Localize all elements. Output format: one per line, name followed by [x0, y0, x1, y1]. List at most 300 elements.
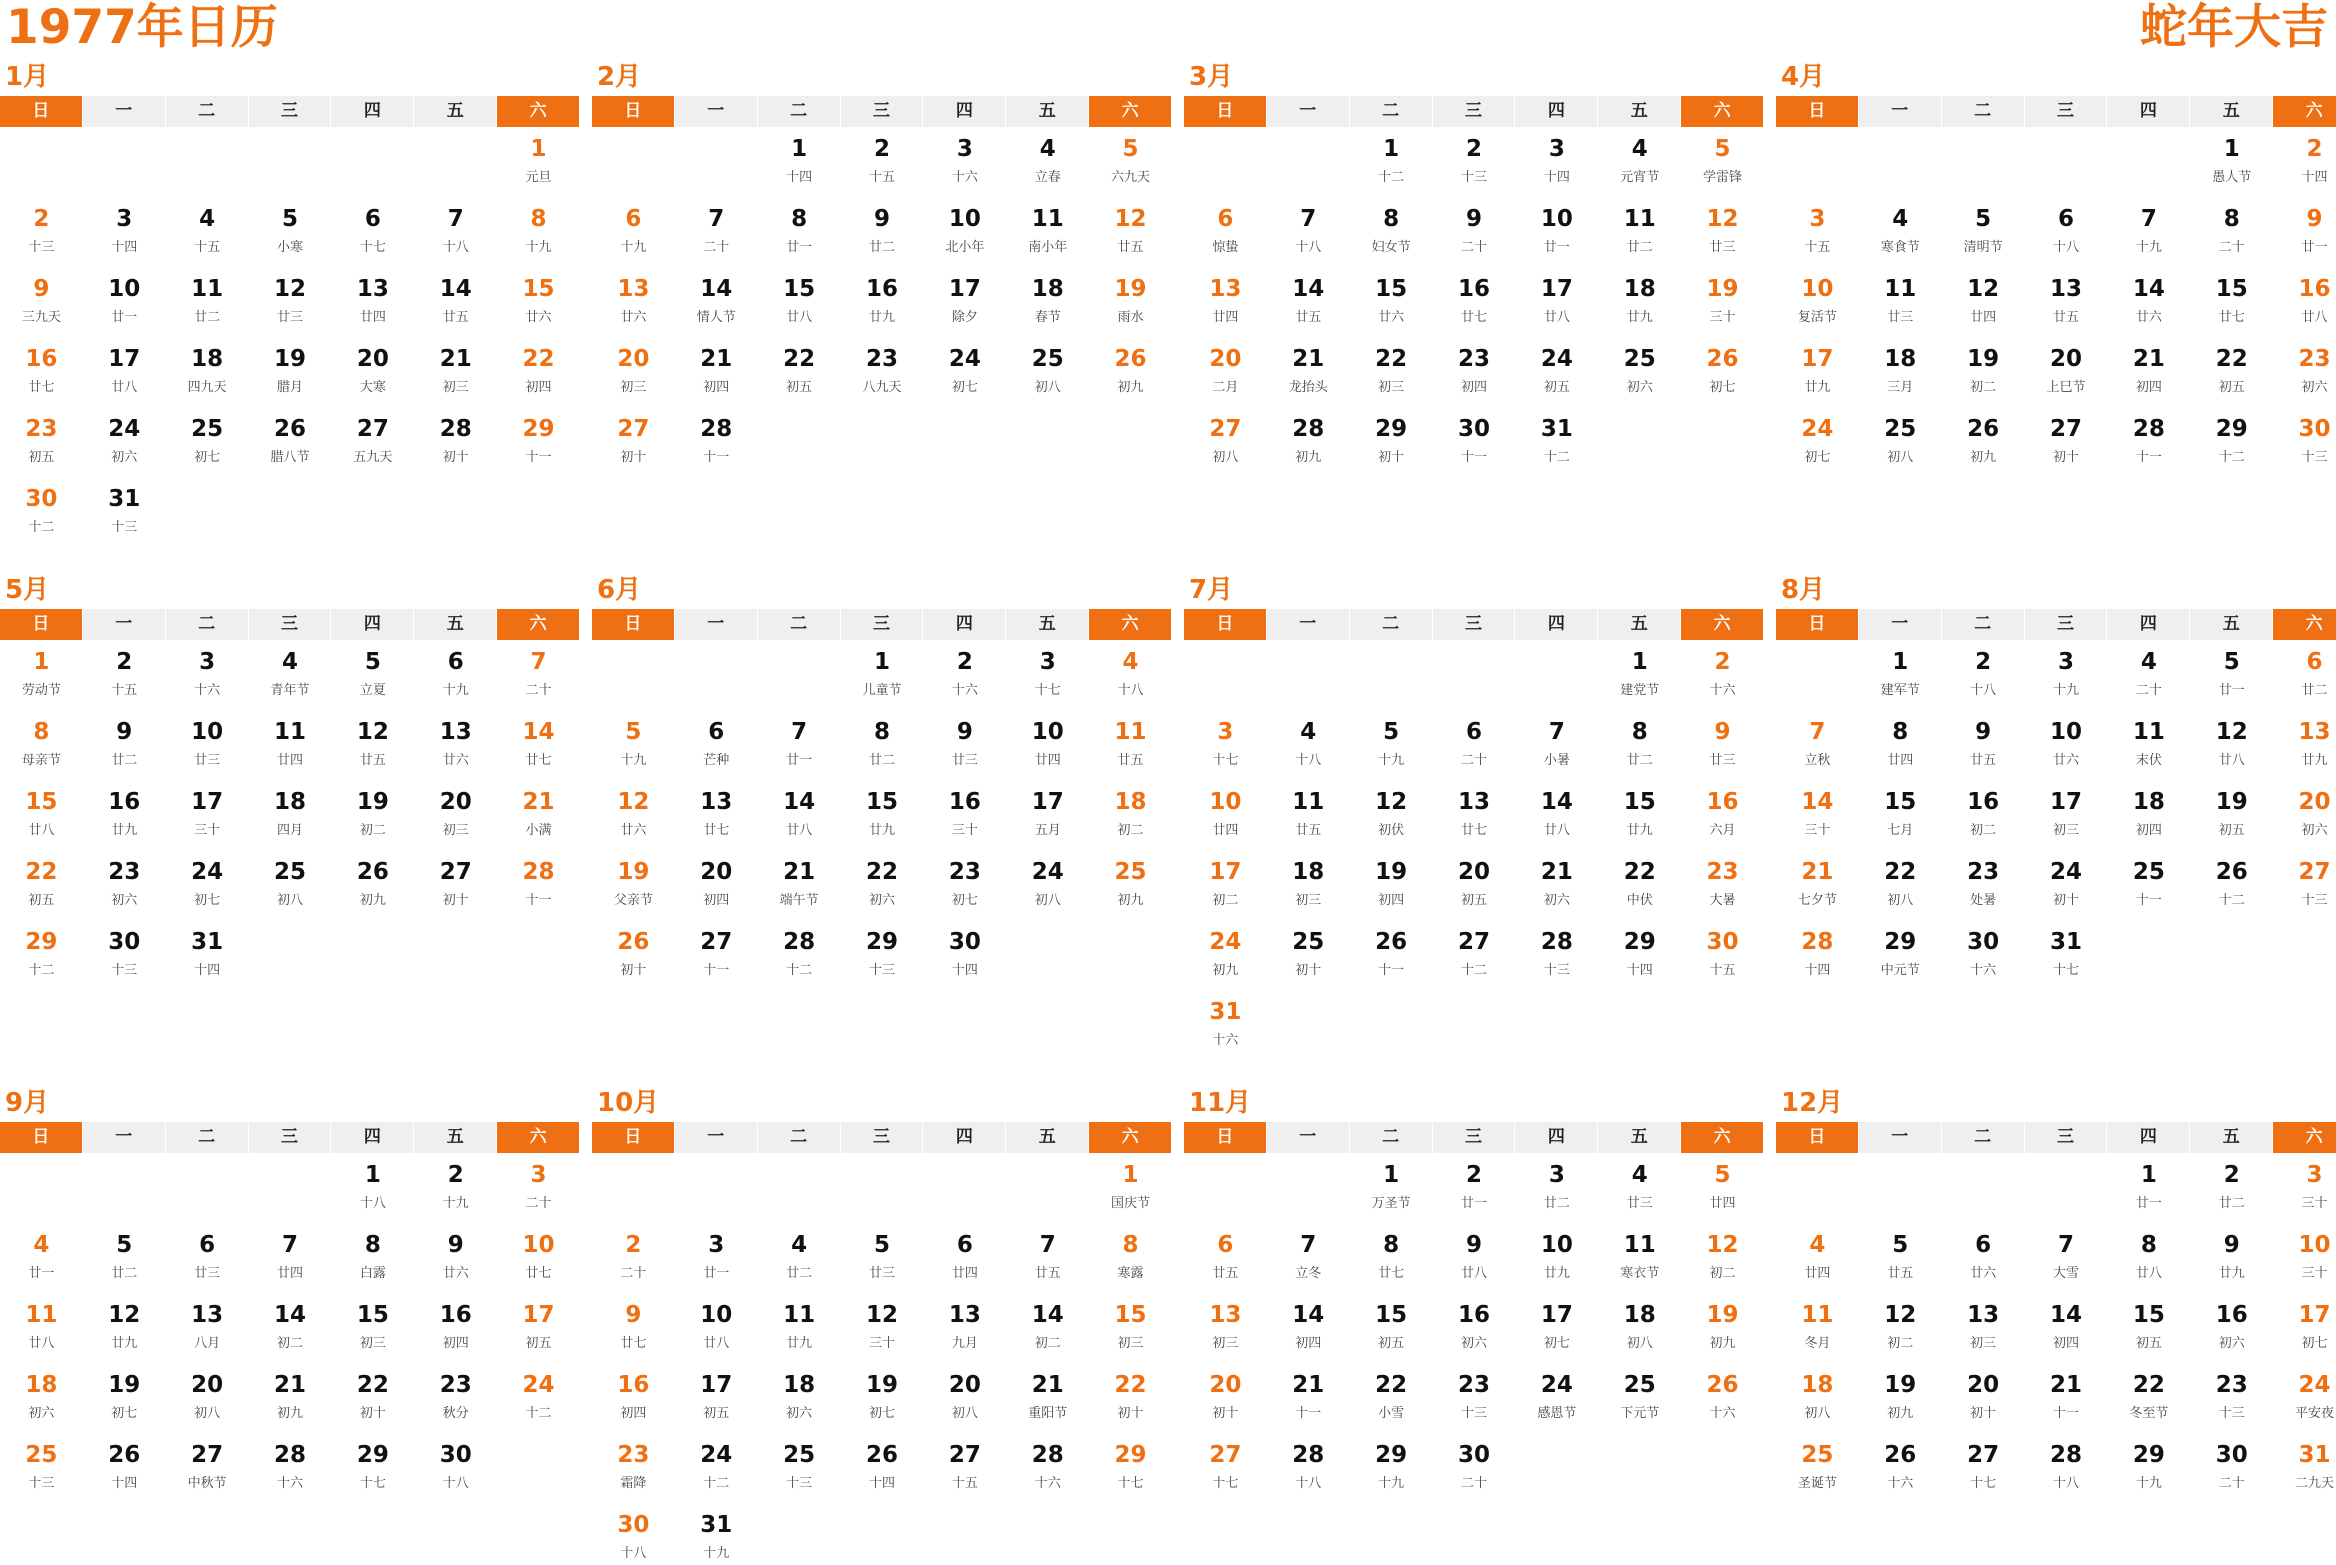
day-cell[interactable]: [1350, 127, 1433, 197]
day-cell[interactable]: [1089, 640, 1172, 710]
day-cell[interactable]: [1006, 337, 1089, 407]
day-cell[interactable]: [758, 710, 841, 780]
day-cell[interactable]: [1184, 197, 1267, 267]
day-cell[interactable]: [923, 1433, 1006, 1503]
day-cell[interactable]: [923, 337, 1006, 407]
day-cell[interactable]: [414, 337, 497, 407]
day-cell[interactable]: [592, 337, 675, 407]
day-cell[interactable]: [2273, 407, 2336, 477]
day-cell[interactable]: [83, 640, 166, 710]
day-cell[interactable]: [1089, 267, 1172, 337]
day-cell[interactable]: [1350, 920, 1433, 990]
day-cell[interactable]: [1776, 337, 1859, 407]
day-cell[interactable]: [166, 710, 249, 780]
day-cell[interactable]: [923, 1223, 1006, 1293]
day-cell[interactable]: [0, 1363, 83, 1433]
day-cell[interactable]: [83, 477, 166, 547]
day-cell[interactable]: [758, 780, 841, 850]
day-cell[interactable]: [1859, 1363, 1942, 1433]
day-cell[interactable]: [1350, 1153, 1433, 1223]
day-cell[interactable]: [166, 407, 249, 477]
day-cell[interactable]: [2190, 337, 2273, 407]
day-cell[interactable]: [497, 197, 580, 267]
day-cell[interactable]: [2025, 1293, 2108, 1363]
day-cell[interactable]: [1515, 1153, 1598, 1223]
day-cell[interactable]: [592, 267, 675, 337]
day-cell[interactable]: [249, 197, 332, 267]
day-cell[interactable]: [1942, 1363, 2025, 1433]
day-cell[interactable]: [166, 1223, 249, 1293]
day-cell[interactable]: [1942, 920, 2025, 990]
day-cell[interactable]: [675, 1223, 758, 1293]
day-cell[interactable]: [2025, 780, 2108, 850]
day-cell[interactable]: [1350, 337, 1433, 407]
day-cell[interactable]: [758, 267, 841, 337]
day-cell[interactable]: [414, 710, 497, 780]
day-cell[interactable]: [249, 1293, 332, 1363]
day-cell[interactable]: [1267, 920, 1350, 990]
day-cell[interactable]: [758, 1293, 841, 1363]
day-cell[interactable]: [166, 640, 249, 710]
day-cell[interactable]: [2025, 850, 2108, 920]
day-cell[interactable]: [1350, 710, 1433, 780]
day-cell[interactable]: [0, 267, 83, 337]
day-cell[interactable]: [1267, 850, 1350, 920]
day-cell[interactable]: [83, 920, 166, 990]
day-cell[interactable]: [1089, 780, 1172, 850]
day-cell[interactable]: [0, 337, 83, 407]
day-cell[interactable]: [1006, 1223, 1089, 1293]
day-cell[interactable]: [923, 780, 1006, 850]
day-cell[interactable]: [675, 920, 758, 990]
day-cell[interactable]: [1515, 337, 1598, 407]
day-cell[interactable]: [2025, 267, 2108, 337]
day-cell[interactable]: [1598, 1153, 1681, 1223]
day-cell[interactable]: [675, 1433, 758, 1503]
day-cell[interactable]: [2190, 1433, 2273, 1503]
day-cell[interactable]: [249, 1433, 332, 1503]
day-cell[interactable]: [2273, 197, 2336, 267]
day-cell[interactable]: [2190, 197, 2273, 267]
day-cell[interactable]: [249, 710, 332, 780]
day-cell[interactable]: [1681, 780, 1764, 850]
day-cell[interactable]: [331, 1153, 414, 1223]
day-cell[interactable]: [1006, 127, 1089, 197]
day-cell[interactable]: [1681, 1223, 1764, 1293]
day-cell[interactable]: [1433, 780, 1516, 850]
day-cell[interactable]: [1350, 780, 1433, 850]
day-cell[interactable]: [1515, 710, 1598, 780]
day-cell[interactable]: [1942, 850, 2025, 920]
day-cell[interactable]: [592, 920, 675, 990]
day-cell[interactable]: [497, 1293, 580, 1363]
day-cell[interactable]: [1006, 640, 1089, 710]
day-cell[interactable]: [1433, 920, 1516, 990]
day-cell[interactable]: [675, 407, 758, 477]
day-cell[interactable]: [758, 127, 841, 197]
day-cell[interactable]: [1433, 1153, 1516, 1223]
day-cell[interactable]: [2025, 1433, 2108, 1503]
day-cell[interactable]: [2107, 710, 2190, 780]
day-cell[interactable]: [1433, 337, 1516, 407]
day-cell[interactable]: [923, 710, 1006, 780]
day-cell[interactable]: [2025, 1223, 2108, 1293]
day-cell[interactable]: [331, 640, 414, 710]
day-cell[interactable]: [1598, 1363, 1681, 1433]
day-cell[interactable]: [83, 267, 166, 337]
day-cell[interactable]: [497, 407, 580, 477]
day-cell[interactable]: [1006, 197, 1089, 267]
day-cell[interactable]: [414, 780, 497, 850]
day-cell[interactable]: [331, 1223, 414, 1293]
day-cell[interactable]: [414, 1153, 497, 1223]
day-cell[interactable]: [675, 850, 758, 920]
day-cell[interactable]: [1598, 920, 1681, 990]
day-cell[interactable]: [1515, 920, 1598, 990]
day-cell[interactable]: [497, 267, 580, 337]
day-cell[interactable]: [2025, 920, 2108, 990]
day-cell[interactable]: [592, 710, 675, 780]
day-cell[interactable]: [1598, 850, 1681, 920]
day-cell[interactable]: [1515, 127, 1598, 197]
day-cell[interactable]: [83, 780, 166, 850]
day-cell[interactable]: [2107, 197, 2190, 267]
day-cell[interactable]: [1006, 850, 1089, 920]
day-cell[interactable]: [841, 1293, 924, 1363]
day-cell[interactable]: [331, 407, 414, 477]
day-cell[interactable]: [2025, 640, 2108, 710]
day-cell[interactable]: [249, 1223, 332, 1293]
day-cell[interactable]: [675, 710, 758, 780]
day-cell[interactable]: [1776, 267, 1859, 337]
day-cell[interactable]: [1433, 1223, 1516, 1293]
day-cell[interactable]: [0, 477, 83, 547]
day-cell[interactable]: [2190, 127, 2273, 197]
day-cell[interactable]: [1598, 197, 1681, 267]
day-cell[interactable]: [0, 850, 83, 920]
day-cell[interactable]: [249, 1363, 332, 1433]
day-cell[interactable]: [1350, 1433, 1433, 1503]
day-cell[interactable]: [2107, 1223, 2190, 1293]
day-cell[interactable]: [2190, 267, 2273, 337]
day-cell[interactable]: [1433, 267, 1516, 337]
day-cell[interactable]: [0, 1223, 83, 1293]
day-cell[interactable]: [675, 267, 758, 337]
day-cell[interactable]: [166, 267, 249, 337]
day-cell[interactable]: [1184, 780, 1267, 850]
day-cell[interactable]: [923, 197, 1006, 267]
day-cell[interactable]: [1776, 850, 1859, 920]
day-cell[interactable]: [1859, 780, 1942, 850]
day-cell[interactable]: [1598, 640, 1681, 710]
day-cell[interactable]: [1776, 407, 1859, 477]
day-cell[interactable]: [841, 920, 924, 990]
day-cell[interactable]: [1006, 710, 1089, 780]
day-cell[interactable]: [166, 337, 249, 407]
day-cell[interactable]: [841, 640, 924, 710]
day-cell[interactable]: [2025, 1363, 2108, 1433]
day-cell[interactable]: [414, 407, 497, 477]
day-cell[interactable]: [1433, 127, 1516, 197]
day-cell[interactable]: [758, 1433, 841, 1503]
day-cell[interactable]: [592, 1223, 675, 1293]
day-cell[interactable]: [2190, 1153, 2273, 1223]
day-cell[interactable]: [758, 337, 841, 407]
day-cell[interactable]: [2190, 640, 2273, 710]
day-cell[interactable]: [2107, 850, 2190, 920]
day-cell[interactable]: [1776, 1363, 1859, 1433]
day-cell[interactable]: [414, 1293, 497, 1363]
day-cell[interactable]: [1433, 1293, 1516, 1363]
day-cell[interactable]: [923, 850, 1006, 920]
day-cell[interactable]: [497, 337, 580, 407]
day-cell[interactable]: [1681, 1153, 1764, 1223]
day-cell[interactable]: [83, 1223, 166, 1293]
day-cell[interactable]: [592, 780, 675, 850]
day-cell[interactable]: [675, 1503, 758, 1565]
day-cell[interactable]: [2190, 407, 2273, 477]
day-cell[interactable]: [1598, 267, 1681, 337]
day-cell[interactable]: [1184, 850, 1267, 920]
day-cell[interactable]: [1681, 640, 1764, 710]
day-cell[interactable]: [249, 640, 332, 710]
day-cell[interactable]: [592, 407, 675, 477]
day-cell[interactable]: [1942, 710, 2025, 780]
day-cell[interactable]: [1859, 267, 1942, 337]
day-cell[interactable]: [166, 780, 249, 850]
day-cell[interactable]: [331, 850, 414, 920]
day-cell[interactable]: [1776, 920, 1859, 990]
day-cell[interactable]: [1089, 710, 1172, 780]
day-cell[interactable]: [249, 267, 332, 337]
day-cell[interactable]: [2107, 780, 2190, 850]
day-cell[interactable]: [758, 1363, 841, 1433]
day-cell[interactable]: [497, 640, 580, 710]
day-cell[interactable]: [166, 1433, 249, 1503]
day-cell[interactable]: [497, 127, 580, 197]
day-cell[interactable]: [2190, 710, 2273, 780]
day-cell[interactable]: [841, 1363, 924, 1433]
day-cell[interactable]: [1184, 1293, 1267, 1363]
day-cell[interactable]: [1433, 1363, 1516, 1433]
day-cell[interactable]: [1942, 1293, 2025, 1363]
day-cell[interactable]: [2273, 710, 2336, 780]
day-cell[interactable]: [1350, 267, 1433, 337]
day-cell[interactable]: [414, 267, 497, 337]
day-cell[interactable]: [1859, 1293, 1942, 1363]
day-cell[interactable]: [83, 407, 166, 477]
day-cell[interactable]: [0, 710, 83, 780]
day-cell[interactable]: [1267, 1433, 1350, 1503]
day-cell[interactable]: [497, 1153, 580, 1223]
day-cell[interactable]: [1859, 197, 1942, 267]
day-cell[interactable]: [83, 850, 166, 920]
day-cell[interactable]: [1859, 710, 1942, 780]
day-cell[interactable]: [2273, 1293, 2336, 1363]
day-cell[interactable]: [841, 267, 924, 337]
day-cell[interactable]: [841, 337, 924, 407]
day-cell[interactable]: [2190, 780, 2273, 850]
day-cell[interactable]: [1006, 1363, 1089, 1433]
day-cell[interactable]: [2107, 407, 2190, 477]
day-cell[interactable]: [758, 1223, 841, 1293]
day-cell[interactable]: [1859, 407, 1942, 477]
day-cell[interactable]: [1350, 197, 1433, 267]
day-cell[interactable]: [1515, 1293, 1598, 1363]
day-cell[interactable]: [1515, 197, 1598, 267]
day-cell[interactable]: [331, 267, 414, 337]
day-cell[interactable]: [2273, 640, 2336, 710]
day-cell[interactable]: [675, 337, 758, 407]
day-cell[interactable]: [2273, 267, 2336, 337]
day-cell[interactable]: [497, 1223, 580, 1293]
day-cell[interactable]: [1089, 1153, 1172, 1223]
day-cell[interactable]: [841, 780, 924, 850]
day-cell[interactable]: [841, 197, 924, 267]
day-cell[interactable]: [1681, 267, 1764, 337]
day-cell[interactable]: [1515, 1223, 1598, 1293]
day-cell[interactable]: [331, 1363, 414, 1433]
day-cell[interactable]: [1515, 850, 1598, 920]
day-cell[interactable]: [1942, 780, 2025, 850]
day-cell[interactable]: [1184, 1223, 1267, 1293]
day-cell[interactable]: [1267, 710, 1350, 780]
day-cell[interactable]: [1267, 197, 1350, 267]
day-cell[interactable]: [414, 197, 497, 267]
day-cell[interactable]: [1598, 1223, 1681, 1293]
day-cell[interactable]: [414, 1223, 497, 1293]
day-cell[interactable]: [923, 1363, 1006, 1433]
day-cell[interactable]: [1267, 407, 1350, 477]
day-cell[interactable]: [1433, 850, 1516, 920]
day-cell[interactable]: [592, 1503, 675, 1565]
day-cell[interactable]: [1184, 337, 1267, 407]
day-cell[interactable]: [1942, 1223, 2025, 1293]
day-cell[interactable]: [2273, 1223, 2336, 1293]
day-cell[interactable]: [841, 850, 924, 920]
day-cell[interactable]: [592, 1363, 675, 1433]
day-cell[interactable]: [2107, 1293, 2190, 1363]
day-cell[interactable]: [1776, 1223, 1859, 1293]
day-cell[interactable]: [1006, 1433, 1089, 1503]
day-cell[interactable]: [1942, 197, 2025, 267]
day-cell[interactable]: [83, 1433, 166, 1503]
day-cell[interactable]: [166, 1363, 249, 1433]
day-cell[interactable]: [2273, 780, 2336, 850]
day-cell[interactable]: [497, 850, 580, 920]
day-cell[interactable]: [1859, 640, 1942, 710]
day-cell[interactable]: [2273, 1153, 2336, 1223]
day-cell[interactable]: [1776, 197, 1859, 267]
day-cell[interactable]: [1089, 337, 1172, 407]
day-cell[interactable]: [841, 1433, 924, 1503]
day-cell[interactable]: [675, 197, 758, 267]
day-cell[interactable]: [1681, 1363, 1764, 1433]
day-cell[interactable]: [83, 337, 166, 407]
day-cell[interactable]: [923, 640, 1006, 710]
day-cell[interactable]: [1350, 407, 1433, 477]
day-cell[interactable]: [2025, 710, 2108, 780]
day-cell[interactable]: [1006, 267, 1089, 337]
day-cell[interactable]: [1942, 337, 2025, 407]
day-cell[interactable]: [758, 850, 841, 920]
day-cell[interactable]: [758, 197, 841, 267]
day-cell[interactable]: [1184, 267, 1267, 337]
day-cell[interactable]: [249, 850, 332, 920]
day-cell[interactable]: [1681, 710, 1764, 780]
day-cell[interactable]: [414, 850, 497, 920]
day-cell[interactable]: [1776, 780, 1859, 850]
day-cell[interactable]: [1006, 780, 1089, 850]
day-cell[interactable]: [1598, 1293, 1681, 1363]
day-cell[interactable]: [675, 780, 758, 850]
day-cell[interactable]: [1859, 920, 1942, 990]
day-cell[interactable]: [758, 920, 841, 990]
day-cell[interactable]: [331, 780, 414, 850]
day-cell[interactable]: [83, 710, 166, 780]
day-cell[interactable]: [1089, 1223, 1172, 1293]
day-cell[interactable]: [2190, 1363, 2273, 1433]
day-cell[interactable]: [592, 1433, 675, 1503]
day-cell[interactable]: [1942, 407, 2025, 477]
day-cell[interactable]: [497, 1363, 580, 1433]
day-cell[interactable]: [0, 640, 83, 710]
day-cell[interactable]: [1681, 127, 1764, 197]
day-cell[interactable]: [1267, 337, 1350, 407]
day-cell[interactable]: [83, 197, 166, 267]
day-cell[interactable]: [497, 780, 580, 850]
day-cell[interactable]: [1681, 850, 1764, 920]
day-cell[interactable]: [1433, 1433, 1516, 1503]
day-cell[interactable]: [2273, 1363, 2336, 1433]
day-cell[interactable]: [166, 197, 249, 267]
day-cell[interactable]: [1350, 1363, 1433, 1433]
day-cell[interactable]: [1184, 407, 1267, 477]
day-cell[interactable]: [1942, 640, 2025, 710]
day-cell[interactable]: [1350, 1293, 1433, 1363]
day-cell[interactable]: [2273, 850, 2336, 920]
day-cell[interactable]: [1681, 920, 1764, 990]
day-cell[interactable]: [1598, 710, 1681, 780]
day-cell[interactable]: [1859, 850, 1942, 920]
day-cell[interactable]: [2107, 1153, 2190, 1223]
day-cell[interactable]: [2273, 1433, 2336, 1503]
day-cell[interactable]: [497, 710, 580, 780]
day-cell[interactable]: [1942, 1433, 2025, 1503]
day-cell[interactable]: [2107, 640, 2190, 710]
day-cell[interactable]: [1267, 780, 1350, 850]
day-cell[interactable]: [331, 197, 414, 267]
day-cell[interactable]: [1184, 920, 1267, 990]
day-cell[interactable]: [249, 407, 332, 477]
day-cell[interactable]: [592, 1293, 675, 1363]
day-cell[interactable]: [83, 1293, 166, 1363]
day-cell[interactable]: [841, 127, 924, 197]
day-cell[interactable]: [1433, 407, 1516, 477]
day-cell[interactable]: [675, 1363, 758, 1433]
day-cell[interactable]: [1681, 1293, 1764, 1363]
day-cell[interactable]: [1515, 1363, 1598, 1433]
day-cell[interactable]: [1433, 197, 1516, 267]
day-cell[interactable]: [2190, 1293, 2273, 1363]
day-cell[interactable]: [2025, 407, 2108, 477]
day-cell[interactable]: [166, 920, 249, 990]
day-cell[interactable]: [1681, 197, 1764, 267]
day-cell[interactable]: [1184, 710, 1267, 780]
day-cell[interactable]: [1350, 850, 1433, 920]
day-cell[interactable]: [1350, 1223, 1433, 1293]
day-cell[interactable]: [2190, 1223, 2273, 1293]
